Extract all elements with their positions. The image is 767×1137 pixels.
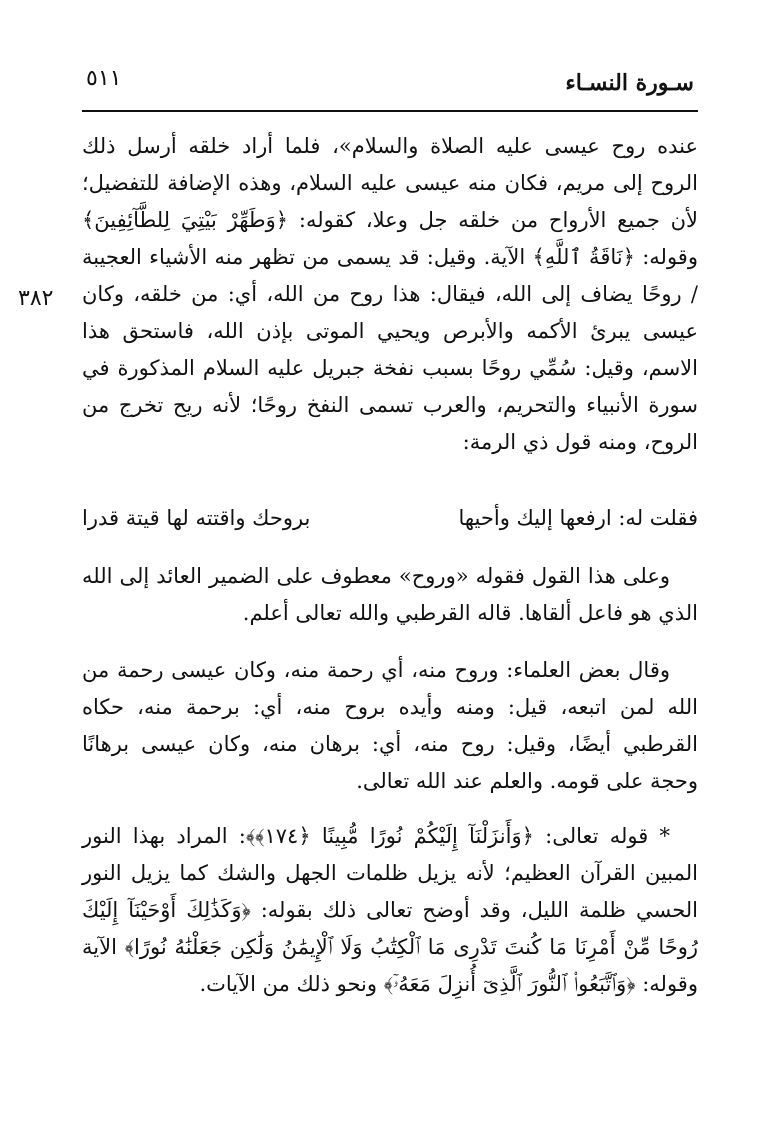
paragraph-1 — [82, 128, 698, 461]
paragraph-2-text: وعلى هذا القول فقوله «وروح» معطوف على الضمير العائد إلى الله الذي هو فاعل ألقاها. قاله القرطبي والله تعالى أعلم. — [82, 564, 698, 625]
paragraph-4 — [82, 818, 698, 1003]
page-header — [82, 64, 698, 104]
paragraph-1-text: عنده روح عيسى عليه الصلاة والسلام»، فلما أراد خلقه أرسل ذلك الروح إلى مريم، فكان منه عيسى عليه السلام، وهذه الإضافة للتفضيل؛ لأن جميع الأرواح من خلقه جل وعلا، كقوله: ﴿وَطَهِّرْ بَيْتِيَ لِلطَّآئِفِينَ﴾ وقوله: ﴿نَاقَةُ ٱللَّهِ﴾ الآية. وقيل: قد يسمى من تظهر منه الأشياء العجيبة / روحًا يضاف إلى الله، فيقال: هذا روح من الله، أي: من خلقه، وكان عيسى يبرئ الأكمه والأبرص ويحيي الموتى بإذن الله، فاستحق هذا الاسم، وقيل: سُمِّي روحًا بسبب نفخة جبريل عليه السلام المذكورة في سورة الأنبياء والتحريم، والعرب تسمى النفخ روحًا؛ لأنه ريح تخرج من الروح، ومنه قول ذي الرمة: — [82, 134, 698, 454]
verse-first-hemistich: فقلت له: ارفعها إليك وأحيها — [458, 506, 698, 530]
paragraph-4-text: * قوله تعالى: ﴿وَأَنزَلْنَآ إِلَيْكُمْ نُورًا مُّبِينًا ﴿١٧٤﴾﴾: المراد بهذا النور المبين القرآن العظيم؛ لأنه يزيل ظلمات الجهل والشك كما يزيل النور الحسي ظلمة الليل، وقد أوضح تعالى ذلك بقوله: ﴿وَكَذَٰلِكَ أَوْحَيْنَآ إِلَيْكَ رُوحًا مِّنْ أَمْرِنَا مَا كُنتَ تَدْرِى مَا ٱلْكِتَٰبُ وَلَا ٱلْإِيمَٰنُ وَلَٰكِن جَعَلْنَٰهُ نُورًا﴾ الآية وقوله: ﴿وَٱتَّبَعُوا۟ ٱلنُّورَ ٱلَّذِىٓ أُنزِلَ مَعَهُۥٓ﴾ ونحو ذلك من الآيات. — [82, 824, 698, 996]
surah-title: سـورة النسـاء — [565, 70, 694, 96]
verse-second-hemistich: بروحك واقتته لها قيتة قدرا — [82, 506, 311, 530]
poetry-verse — [82, 500, 698, 537]
paragraph-3-text: وقال بعض العلماء: وروح منه، أي رحمة منه، وكان عيسى رحمة من الله لمن اتبعه، قيل: ومنه وأيده بروح منه، أي: برحمة منه، حكاه القرطبي أيضًا، وقيل: روح منه، أي: برهان منه، وكان عيسى برهانًا وحجة على قومه. والعلم عند الله تعالى. — [82, 658, 698, 793]
paragraph-3 — [82, 652, 698, 800]
page-number: ٥١١ — [86, 66, 122, 91]
paragraph-2 — [82, 558, 698, 632]
margin-page-reference: ٣٨٢ — [18, 286, 54, 311]
header-divider — [82, 110, 698, 112]
